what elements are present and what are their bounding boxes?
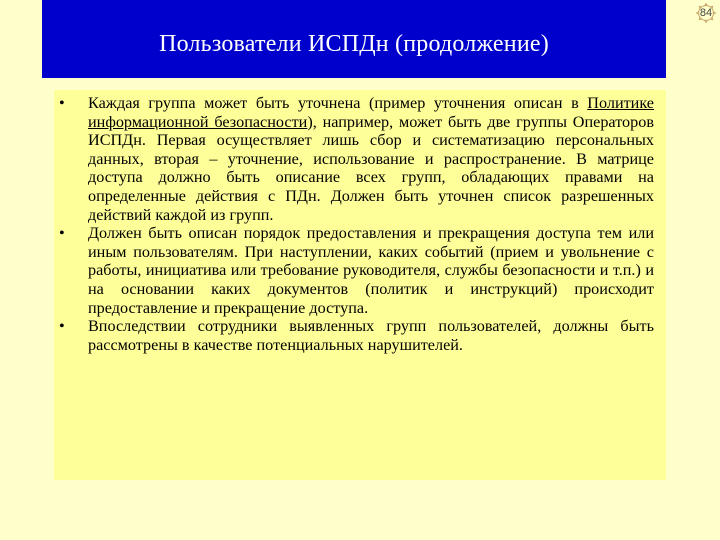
bullet-item-1: [54, 94, 666, 224]
bullet-1-text-after: ), например, может быть две группы Операторов ИСПДн. Первая осуществляет лишь сбор и систематизацию персональных данных, вторая – уточнение, использование и распространение. В матрице доступа должно быть описание всех групп, обладающих правами на определенные действия с ПДн. Должен быть уточнен список разрешенных действий каждой из групп.: [88, 112, 654, 224]
bullet-1-text-before: Каждая группа может быть уточнена (пример уточнения описан в: [88, 94, 588, 112]
bullet-3-text: Впоследствии сотрудники выявленных групп пользователей, должны быть рассмотрены в качестве потенциальных нарушителей.: [88, 317, 654, 354]
bullet-icon: •: [59, 94, 65, 112]
bullet-item-2: [54, 224, 666, 317]
page-number: 84: [699, 7, 713, 19]
title-bar: [42, 0, 666, 78]
bullet-icon: •: [59, 224, 65, 243]
bullet-list: [54, 94, 666, 354]
bullet-item-3: [54, 317, 666, 354]
page-number-badge: [695, 2, 717, 24]
security-policy-link[interactable]: Политике информационной безопасности: [88, 94, 654, 131]
slide-title: Пользователи ИСПДн (продолжение): [159, 31, 549, 57]
bullet-icon: •: [59, 317, 65, 336]
bullet-2-text: Должен быть описан порядок предоставления и прекращения доступа тем или иным пользователям. При наступлении, каких событий (прием и увольнение с работы, инициатива или требование руководителя, службы безопасности и т.п.) и на основании каких документов (политик и инструкций) происходит предоставление и прекращение доступа.: [88, 224, 654, 317]
content-box: [54, 90, 666, 480]
